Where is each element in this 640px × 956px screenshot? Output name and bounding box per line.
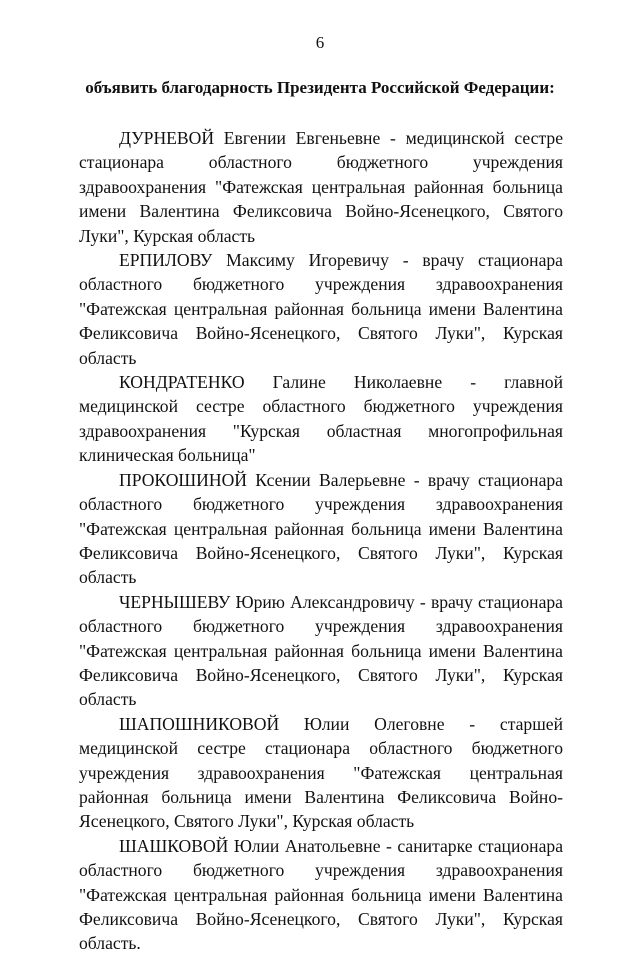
award-list [79,126,563,956]
page-number: 6 [315,33,325,52]
award-entry: ШАШКОВОЙ Юлии Анатольевне - санитарке стационара областного бюджетного учреждения здравоохранения "Фатежская центральная районная больница имени Валентина Феликсовича Войно-Ясенецкого, Святого Луки", Курская область. [79,835,563,954]
decree-heading: объявить благодарность Президента Российской Федерации: [85,78,555,97]
award-entry: ДУРНЕВОЙ Евгении Евгеньевне - медицинской сестре стационара областного бюджетного учреждения здравоохранения "Фатежская центральная районная больница имени Валентина Феликсовича Войно-Ясенецкого, Святого Луки", Курская область [79,128,563,246]
award-entry: ЕРПИЛОВУ Максиму Игоревичу - врачу стационара областного бюджетного учреждения здравоохранения "Фатежская центральная районная больница имени Валентина Феликсовича Войно-Ясенецкого, Святого Луки", Курская область [79,250,563,368]
award-entry: ШАПОШНИКОВОЙ Юлии Олеговне - старшей медицинской сестре стационара областного бюджетного учреждения здравоохранения "Фатежская центральная районная больница имени Валентина Феликсовича Войно-Ясенецкого, Святого Луки", Курская область [79,713,563,832]
award-entry: ПРОКОШИНОЙ Ксении Валерьевне - врачу стационара областного бюджетного учреждения здравоохранения "Фатежская центральная районная больница имени Валентина Феликсовича Войно-Ясенецкого, Святого Луки", Курская область [79,469,563,588]
award-entry: КОНДРАТЕНКО Галине Николаевне - главной медицинской сестре областного бюджетного учреждения здравоохранения "Курская областная многопрофильная клиническая больница" [79,372,563,466]
award-entry: ЧЕРНЫШЕВУ Юрию Александровичу - врачу стационара областного бюджетного учреждения здравоохранения "Фатежская центральная районная больница имени Валентина Феликсовича Войно-Ясенецкого, Святого Луки", Курская область [79,591,563,710]
